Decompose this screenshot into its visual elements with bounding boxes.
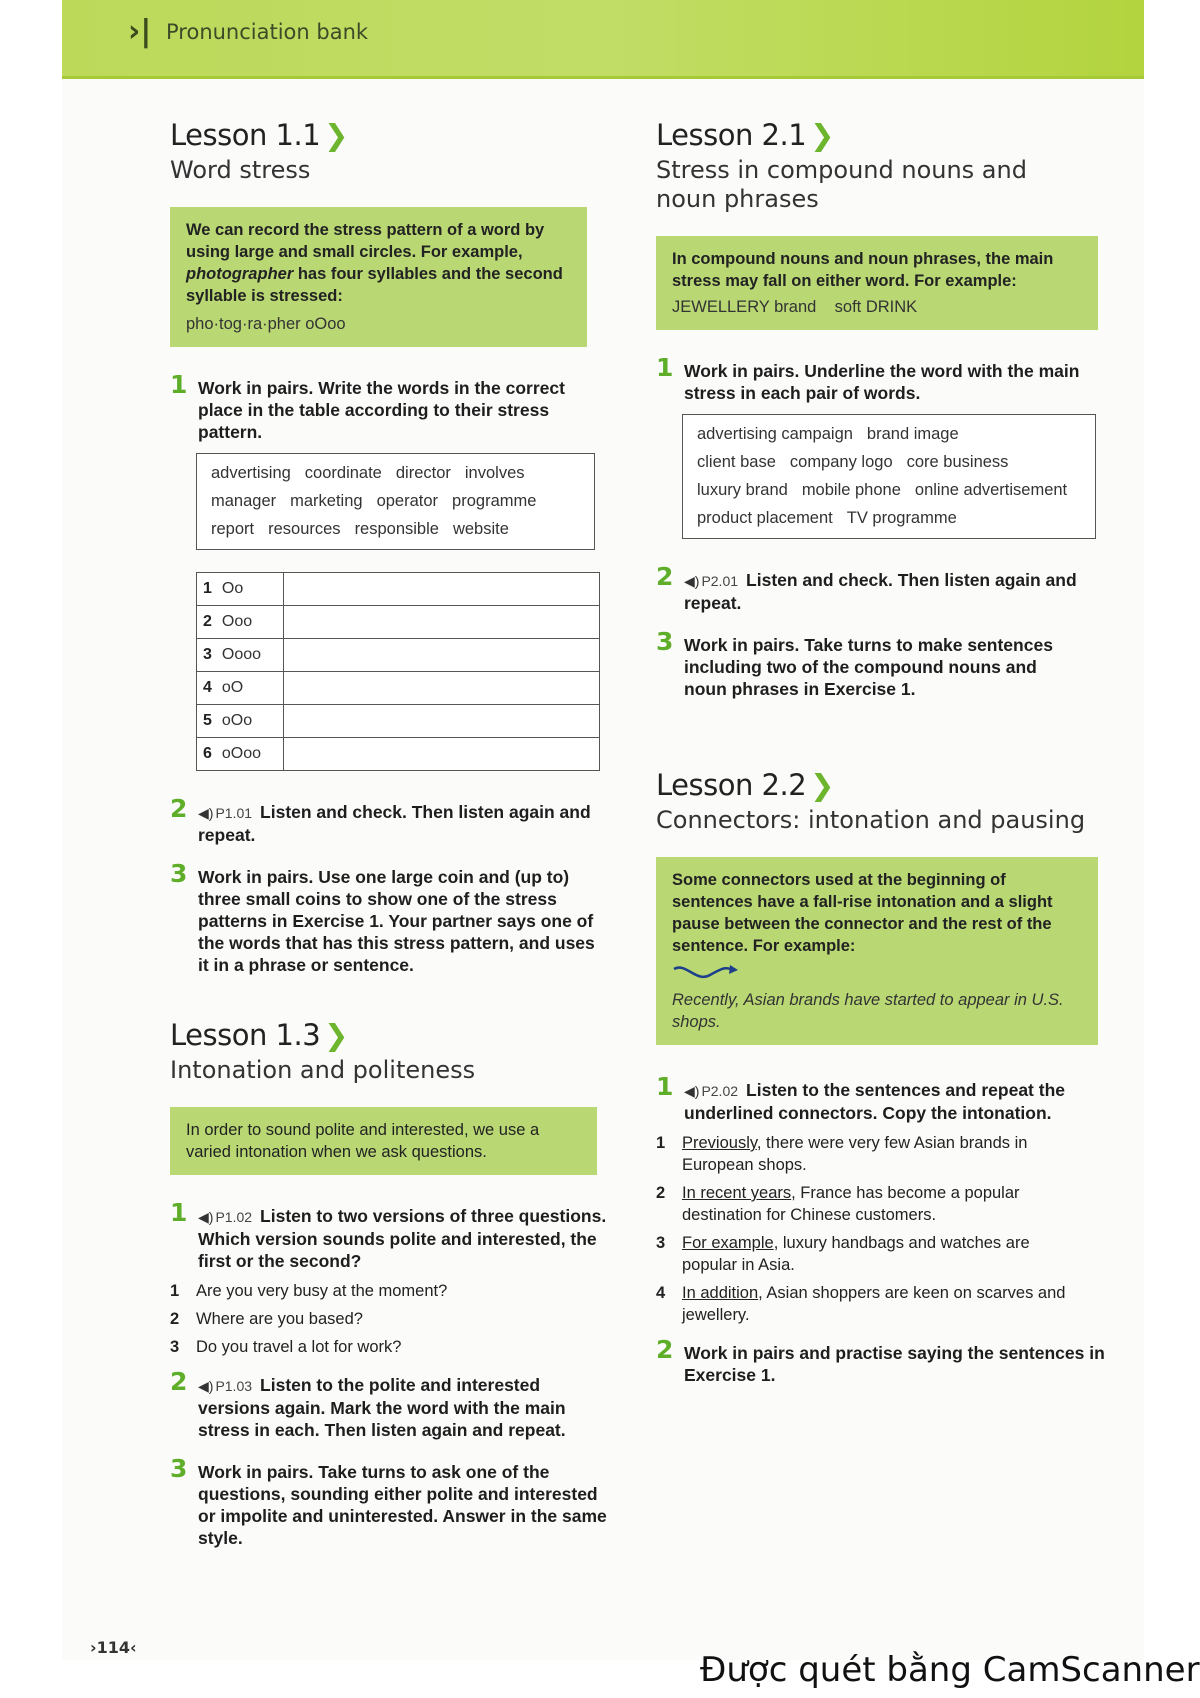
exercise-number: 1: [656, 353, 674, 382]
sentence-list: [656, 1132, 1086, 1326]
exercise-instruction: Work in pairs. Use one large coin and (up to) three small coins to show one of the stress patterns in Exercise 1. Your partner says one of the words that has this stress pattern, and uses it in a phrase or sentence.: [198, 867, 595, 975]
stress-pattern: oOo: [221, 712, 253, 729]
speaker-icon: ◀): [684, 1083, 700, 1099]
exercise-1: [170, 1198, 608, 1272]
table-row: [197, 606, 600, 639]
exercise-3: [170, 859, 608, 976]
info-text: In compound nouns and noun phrases, the main stress may fall on either word. For example:: [672, 250, 1054, 290]
exercise-instruction: Work in pairs. Take turns to make sentences including two of the compound nouns and noun phrases in Exercise 1.: [684, 635, 1053, 699]
stress-table: [196, 572, 600, 771]
info-box: [656, 236, 1098, 330]
stress-pattern: oO: [221, 679, 244, 696]
word: responsible: [354, 520, 439, 538]
word: product placement: [697, 509, 833, 527]
word-box: [196, 453, 595, 550]
table-row: [197, 705, 600, 738]
word: client base: [697, 453, 776, 471]
exercise-number: 3: [170, 1454, 188, 1483]
exercise-number: 3: [656, 627, 674, 656]
exercise-1: [656, 1072, 1109, 1124]
word: report: [211, 520, 255, 538]
exercise-3: [170, 1454, 608, 1549]
exercise-number: 2: [656, 562, 674, 591]
word: mobile phone: [801, 481, 901, 499]
question-list: [170, 1280, 600, 1358]
connector: In addition: [682, 1284, 759, 1302]
exercise-1: [170, 370, 608, 443]
connector: For example: [682, 1234, 774, 1252]
speaker-icon: ◀): [684, 573, 700, 589]
table-row: [197, 672, 600, 705]
table-row: [197, 573, 600, 606]
audio-track[interactable]: [198, 805, 252, 821]
exercise-instruction: Listen and check. Then listen again and repeat.: [684, 570, 1077, 613]
word: operator: [376, 492, 439, 510]
stress-pattern: oOoo: [221, 745, 262, 762]
row-number: 6: [203, 745, 212, 762]
info-examples: [672, 296, 1082, 318]
speaker-icon: ◀): [198, 805, 214, 821]
exercise-2: [170, 794, 608, 846]
stress-pattern: Oo: [221, 580, 244, 597]
exercise-number: 2: [170, 794, 188, 823]
lesson-1-3: [170, 1018, 607, 1549]
audio-track[interactable]: [198, 1209, 252, 1225]
info-example: soft DRINK: [834, 298, 918, 316]
exercise-2: [170, 1367, 608, 1441]
exercise-number: 1: [170, 1198, 188, 1227]
lesson-subtitle: Intonation and politeness: [170, 1056, 476, 1084]
table-row: [197, 639, 600, 672]
info-text: We can record the stress pattern of a word by using large and small circles. For example,: [186, 221, 545, 261]
row-number: 2: [203, 613, 212, 630]
info-example: pho·tog·ra·pher oOoo: [186, 315, 346, 333]
audio-code: P1.02: [215, 1209, 253, 1225]
word: marketing: [290, 492, 363, 510]
page-number: ›114‹: [90, 1638, 137, 1657]
row-number: 4: [203, 679, 212, 696]
chevron-right-icon: ❯: [324, 1018, 348, 1052]
info-example: Recently, Asian brands have started to appear in U.S. shops.: [672, 991, 1064, 1031]
word: programme: [452, 492, 537, 510]
word: brand image: [866, 425, 959, 443]
chevron-bar-icon: ›|: [128, 14, 152, 49]
list-item: 2 Where are you based?: [170, 1310, 363, 1328]
exercise-3: [656, 627, 1084, 700]
word: advertising campaign: [697, 425, 853, 443]
word: TV programme: [846, 509, 957, 527]
row-number: 3: [203, 646, 212, 663]
exercise-1: [656, 353, 1104, 404]
lesson-subtitle: Word stress: [170, 156, 311, 184]
stress-pattern: Ooo: [221, 613, 253, 630]
lesson-title: Lesson 2.2 ❯: [656, 768, 834, 802]
exercise-number: 1: [170, 370, 188, 399]
chevron-right-icon: ❯: [810, 118, 834, 152]
answer-cell[interactable]: [283, 705, 599, 738]
exercise-instruction: Listen and check. Then listen again and repeat.: [198, 802, 591, 845]
list-item: 3 Do you travel a lot for work?: [170, 1338, 402, 1356]
info-emphasis: photographer: [186, 265, 294, 283]
lesson-title: Lesson 1.1 ❯: [170, 118, 348, 152]
row-number: 1: [203, 580, 212, 597]
answer-cell[interactable]: [283, 606, 599, 639]
word-box: [682, 414, 1096, 539]
list-item: 2 In recent years, France has become a popular destination for Chinese customers.: [656, 1184, 1020, 1224]
exercise-instruction: Work in pairs and practise saying the sentences in Exercise 1.: [684, 1343, 1105, 1385]
word: core business: [906, 453, 1009, 471]
word: involves: [464, 464, 525, 482]
answer-cell[interactable]: [283, 672, 599, 705]
connector: In recent years: [682, 1184, 792, 1202]
word: company logo: [789, 453, 893, 471]
audio-code: P2.02: [701, 1083, 739, 1099]
word: online advertisement: [914, 481, 1068, 499]
section-title: Pronunciation bank: [166, 20, 369, 44]
word: director: [395, 464, 451, 482]
exercise-instruction: Listen to the polite and interested versions again. Mark the word with the main stress in each. Then listen again and repeat.: [198, 1375, 566, 1440]
lesson-title: Lesson 2.1 ❯: [656, 118, 834, 152]
exercise-number: 2: [656, 1335, 674, 1364]
exercise-2: [656, 562, 1104, 614]
info-text: Some connectors used at the beginning of sentences have a fall-rise intonation and a slight pause between the connector and the rest of the sentence. For example:: [672, 871, 1053, 955]
word: resources: [268, 520, 341, 538]
audio-code: P1.03: [215, 1378, 253, 1394]
list-item: 4 In addition, Asian shoppers are keen on scarves and jewellery.: [656, 1284, 1066, 1324]
list-item: 1 Are you very busy at the moment?: [170, 1282, 448, 1300]
audio-code: P2.01: [701, 573, 739, 589]
info-text-2: has four syllables and the second syllable is stressed:: [186, 265, 563, 305]
speaker-icon: ◀): [198, 1209, 214, 1225]
audio-track[interactable]: [684, 573, 738, 589]
answer-cell[interactable]: [283, 639, 599, 672]
exercise-instruction: Listen to the sentences and repeat the underlined connectors. Copy the intonation.: [684, 1080, 1065, 1123]
list-item: 3 For example, luxury handbags and watches are popular in Asia.: [656, 1234, 1030, 1274]
info-box: In order to sound polite and interested, we use a varied intonation when we ask questions.: [170, 1107, 597, 1175]
word: luxury brand: [697, 481, 788, 499]
audio-track[interactable]: [198, 1378, 252, 1394]
answer-cell[interactable]: [283, 573, 599, 606]
word: advertising: [211, 464, 291, 482]
audio-code: P1.01: [215, 805, 253, 821]
lesson-2-1: [656, 118, 1096, 700]
exercise-instruction: Work in pairs. Write the words in the correct place in the table according to their stress pattern.: [198, 378, 565, 442]
scanner-watermark: Được quét bằng CamScanner: [700, 1650, 1200, 1690]
speaker-icon: ◀): [198, 1378, 214, 1394]
audio-track[interactable]: [684, 1083, 738, 1099]
lesson-subtitle: Stress in compound nouns and noun phrases: [656, 156, 1027, 213]
stress-pattern: Oooo: [221, 646, 262, 663]
exercise-instruction: Listen to two versions of three questions. Which version sounds polite and interested, the first or the second?: [198, 1206, 607, 1271]
word: manager: [211, 492, 277, 510]
lesson-2-2: [656, 768, 1106, 1386]
word: website: [452, 520, 509, 538]
table-row: [197, 738, 600, 771]
lesson-subtitle: Connectors: intonation and pausing: [656, 806, 1086, 834]
answer-cell[interactable]: [283, 738, 599, 771]
exercise-instruction: Work in pairs. Underline the word with the main stress in each pair of words.: [684, 361, 1080, 403]
info-box: [170, 207, 587, 347]
fall-rise-arrow-icon: [672, 963, 742, 985]
info-box: [656, 857, 1098, 1045]
lesson-1-1: [170, 118, 600, 976]
exercise-instruction: Work in pairs. Take turns to ask one of the questions, sounding either polite and interested or impolite and uninterested. Answer in the same style.: [198, 1462, 607, 1548]
exercise-2: [656, 1335, 1109, 1386]
word: coordinate: [304, 464, 382, 482]
info-example: JEWELLERY brand: [672, 298, 817, 316]
connector: Previously: [682, 1134, 757, 1152]
list-item: 1 Previously, there were very few Asian brands in European shops.: [656, 1134, 1028, 1174]
chevron-right-icon: ❯: [810, 768, 834, 802]
chevron-right-icon: ❯: [324, 118, 348, 152]
exercise-number: 2: [170, 1367, 188, 1396]
lesson-title: Lesson 1.3 ❯: [170, 1018, 348, 1052]
page-header: [62, 0, 1144, 79]
exercise-number: 1: [656, 1072, 674, 1101]
row-number: 5: [203, 712, 212, 729]
exercise-number: 3: [170, 859, 188, 888]
